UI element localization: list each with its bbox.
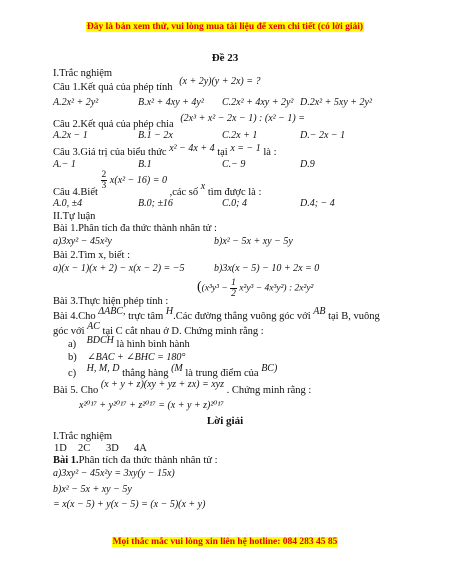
q2-option-a: A.2x − 1 xyxy=(53,130,88,141)
bai-4-c: c) H, M, D thẳng hàng (M là trung điểm của BC) xyxy=(68,363,278,379)
answer-section-1: I.Trắc nghiệm xyxy=(53,431,113,442)
bai-2: Bài 2.Tìm x, biết : xyxy=(53,250,130,261)
question-2: Câu 2.Kết quả của phép chia (2x³ + x² − 2x − 1) : (x² − 1) = xyxy=(53,113,305,130)
bai-4-b: b) ∠BAC + ∠BHC = 180° xyxy=(68,352,186,363)
bai-3-expression: ((x³y³ − $\frac{1}{2}$ x²y³ − 4x³y²) : 2x²y² xyxy=(197,278,314,299)
q4-fraction: $\frac{2}{3}$ xyxy=(101,170,107,191)
q3-option-a: A.− 1 xyxy=(53,159,76,170)
preview-banner: Đây là bản xem thử, vui lòng mua tài liệu để xem chi tiết (có lời giải) xyxy=(86,22,364,32)
question-4: Câu 4.Biết $\frac{2}{3}$ x(x² − 16) = 0 ,các số x tìm được là : xyxy=(53,170,262,198)
answer-q4: 4A xyxy=(134,443,147,454)
q2-option-b: B.1 − 2x xyxy=(138,130,173,141)
q3-option-c: C.− 9 xyxy=(222,159,246,170)
q2-option-c: C.2x + 1 xyxy=(222,130,258,141)
bai-1-a: a)3xy² − 45x²y xyxy=(53,236,112,247)
bai-1-b: b)x² − 5x + xy − 5y xyxy=(214,236,293,247)
bai-4-line-1: Bài 4.Cho ΔABC, trực tâm H.Các đường thẳng vuông góc với AB tại B, vuông xyxy=(53,306,380,322)
bai-2-a: a)(x − 1)(x + 2) − x(x − 2) = −5 xyxy=(53,263,185,274)
answer-bai-1-b-step2: = x(x − 5) + y(x − 5) = (x − 5)(x + y) xyxy=(53,499,206,510)
q4-option-c: C.0; 4 xyxy=(222,198,247,209)
hotline-banner: Mọi thắc mắc vui lòng xin liên hệ hotline: 084 283 45 85 xyxy=(112,537,338,547)
q1-option-d: D.2x² + 5xy + 2y² xyxy=(300,97,372,108)
bai-2-b: b)3x(x − 5) − 10 + 2x = 0 xyxy=(214,263,320,274)
section-essay: II.Tự luận xyxy=(53,211,96,222)
answer-bai-1-b-step1: b)x² − 5x + xy − 5y xyxy=(53,484,132,495)
q1-option-a: A.2x² + 2y² xyxy=(53,97,99,108)
bai-1: Bài 1.Phân tích đa thức thành nhân tử : xyxy=(53,223,217,234)
q3-option-b: B.1 xyxy=(138,159,152,170)
answer-bai-1: Bài 1.Phân tích đa thức thành nhân tử : xyxy=(53,455,218,466)
q3-option-d: D.9 xyxy=(300,159,315,170)
q1-option-c: C.2x² + 4xy + 2y² xyxy=(222,97,294,108)
exam-title: Đề 23 xyxy=(211,52,239,64)
bai-3-fraction: $\frac{1}{2}$ xyxy=(231,278,236,299)
q1-option-b: B.x² + 4xy + 4y² xyxy=(138,97,204,108)
q4-option-d: D.4; − 4 xyxy=(300,198,335,209)
answer-q1: 1D xyxy=(54,443,67,454)
bai-5: Bài 5. Cho (x + y + z)(xy + yz + zx) = xyz . Chứng minh rằng : xyxy=(53,379,312,396)
bai-4-line-2: góc với AC tại C cắt nhau ở D. Chứng minh rằng : xyxy=(53,321,264,337)
question-1: Câu 1.Kết quả của phép tính (x + 2y)(y + 2x) = ? xyxy=(53,76,261,93)
q4-option-a: A.0, ±4 xyxy=(53,198,83,209)
answer-q2: 2C xyxy=(78,443,91,454)
q2-option-d: D.− 2x − 1 xyxy=(300,130,346,141)
bai-4-a: a) BDCH là hình bình hành xyxy=(68,335,190,350)
bai-3: Bài 3.Thực hiện phép tính : xyxy=(53,296,169,307)
question-3: Câu 3.Giá trị của biểu thức x² − 4x + 4 tại x = − 1 là : xyxy=(53,143,277,158)
bai-5-prove: x²⁰¹⁷ + y²⁰¹⁷ + z²⁰¹⁷ = (x + y + z)²⁰¹⁷ xyxy=(79,400,224,411)
section-multiple-choice: I.Trắc nghiệm xyxy=(53,68,113,79)
answer-q3: 3D xyxy=(106,443,119,454)
answer-title: Lời giải xyxy=(206,415,244,427)
answer-bai-1-a: a)3xy² − 45x²y = 3xy(y − 15x) xyxy=(53,468,175,479)
q4-option-b: B.0; ±16 xyxy=(138,198,173,209)
